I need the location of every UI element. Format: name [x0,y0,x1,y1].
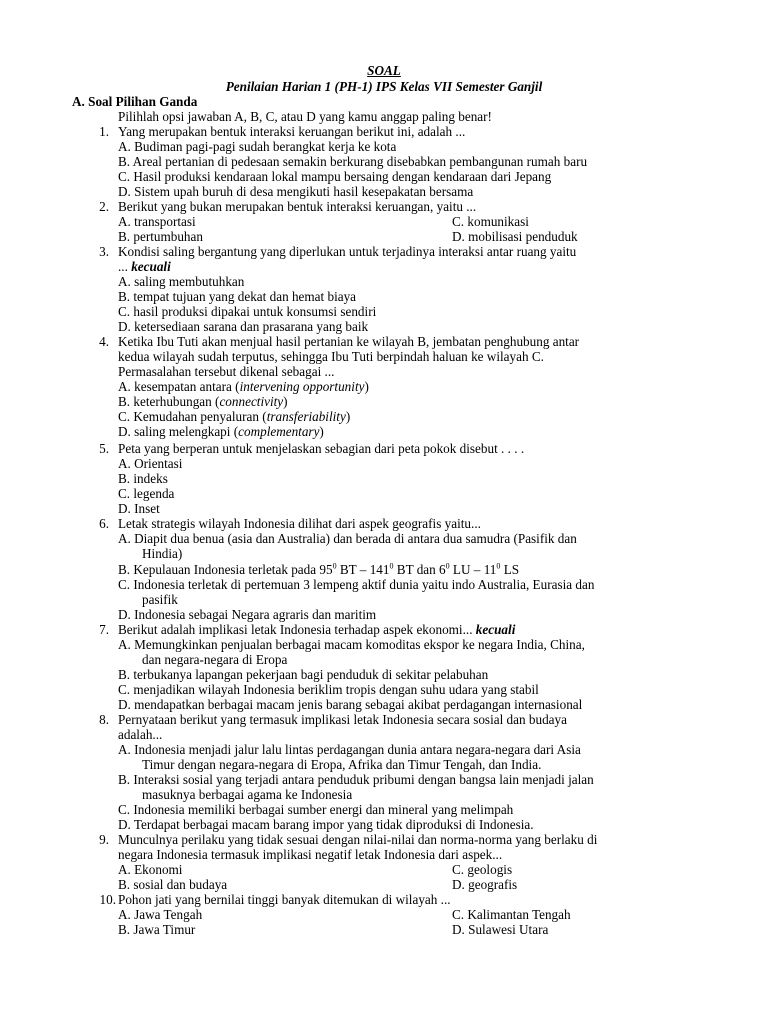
question-text: Pernyataan berikut yang termasuk implikasi letak Indonesia secara sosial dan budaya [118,712,567,727]
question-number: 10. [99,892,116,907]
question-text: Yang merupakan bentuk interaksi keruangan berikut ini, adalah ... [118,124,466,139]
option-c-cont: pasifik [142,592,178,607]
option-a: A. transportasi [118,214,196,229]
option-a: A. Budiman pagi-pagi sudah berangkat kerja ke kota [118,139,397,154]
option-d: D. Indonesia sebagai Negara agraris dan maritim [118,607,377,622]
question-number: 3. [99,244,109,259]
question-number: 7. [99,622,109,637]
question-number: 8. [99,712,109,727]
question-text: Munculnya perilaku yang tidak sesuai dengan nilai-nilai dan norma-norma yang berlaku di [118,832,598,847]
degree-mark: 0 [445,561,450,571]
paren: ) [283,394,288,409]
emphasis-kecuali: kecuali [475,622,516,637]
option-text: LS [500,562,520,577]
option-c: C. menjadikan wilayah Indonesia beriklim tropis dengan suhu udara yang stabil [118,682,539,697]
question-text-cont [118,259,171,274]
option-b: B. terbukanya lapangan pekerjaan bagi penduduk di sekitar pelabuhan [118,667,489,682]
option-term: intervening opportunity [239,379,365,394]
option-c: C. Hasil produksi kendaraan lokal mampu bersaing dengan kendaraan dari Jepang [118,169,552,184]
question-text-cont: adalah... [118,727,163,742]
option-a: A. saling membutuhkan [118,274,245,289]
option-a-cont: dan negara-negara di Eropa [142,652,288,667]
question-text: Pohon jati yang bernilai tinggi banyak ditemukan di wilayah ... [118,892,451,907]
question-number: 4. [99,334,109,349]
question-text [118,622,515,637]
question-number: 9. [99,832,109,847]
question-number: 6. [99,516,109,531]
doc-title: SOAL [367,63,401,78]
degree-mark: 0 [389,561,394,571]
emphasis-kecuali: kecuali [131,259,171,274]
option-d: D. Sulawesi Utara [452,922,549,937]
paren: ) [319,424,324,439]
option-c: C. hasil produksi dipakai untuk konsumsi sendiri [118,304,377,319]
option-a-cont: Timur dengan negara-negara di Eropa, Afrika dan Timur Tengah, dan India. [142,757,542,772]
question-number: 5. [99,441,109,456]
option-b: B. Interaksi sosial yang terjadi antara penduduk pribumi dengan bangsa lain menjadi jalan [118,772,594,787]
option-c: C. geologis [452,862,513,877]
option-term: connectivity [219,394,284,409]
option-a: A. Jawa Tengah [118,907,203,922]
question-text-cont: Permasalahan tersebut dikenal sebagai ... [118,364,335,379]
option-term: complementary [238,424,320,439]
option-d: D. mobilisasi penduduk [452,229,578,244]
degree-mark: 0 [332,561,337,571]
option-c: C. komunikasi [452,214,529,229]
option-c: C. Indonesia terletak di pertemuan 3 lempeng aktif dunia yaitu indo Australia, Eurasia dan [118,577,595,592]
degree-mark: 0 [496,561,501,571]
option-term: transferiability [266,409,346,424]
question-number: 1. [99,124,109,139]
option-c [118,409,350,424]
option-a [118,379,369,394]
option-b [118,562,519,577]
question-text: Letak strategis wilayah Indonesia dilihat dari aspek geografis yaitu... [118,516,481,531]
option-text: B. Kepulauan Indonesia terletak pada 95 [118,562,333,577]
question-text: Kondisi saling bergantung yang diperlukan untuk terjadinya interaksi antar ruang yaitu [118,244,577,259]
option-text: C. Kemudahan penyaluran ( [118,409,267,424]
question-text-cont: kedua wilayah sudah terputus, sehingga Ibu Tuti berpindah haluan ke wilayah C. [118,349,544,364]
question-number: 2. [99,199,109,214]
option-a: A. Indonesia menjadi jalur lalu lintas perdagangan dunia antara negara-negara dari Asia [118,742,581,757]
option-b: B. pertumbuhan [118,229,203,244]
option-text: BT dan 6 [393,562,446,577]
option-b-cont: masuknya berbagai agama ke Indonesia [142,787,353,802]
option-text: B. keterhubungan ( [118,394,220,409]
option-text: D. saling melengkapi ( [118,424,239,439]
option-text: BT – 141 [336,562,390,577]
option-b: B. sosial dan budaya [118,877,228,892]
question-text-cont: negara Indonesia termasuk implikasi negatif letak Indonesia dari aspek... [118,847,503,862]
option-a: A. Memungkinkan penjualan berbagai macam komoditas ekspor ke negara India, China, [118,637,585,652]
option-text: A. kesempatan antara ( [118,379,240,394]
option-a: A. Orientasi [118,456,183,471]
option-b: B. tempat tujuan yang dekat dan hemat biaya [118,289,357,304]
paren: ) [345,409,351,424]
option-d: D. geografis [452,877,518,892]
option-c: C. Indonesia memiliki berbagai sumber energi dan mineral yang melimpah [118,802,514,817]
option-b: B. Jawa Timur [118,922,196,937]
option-d: D. ketersediaan sarana dan prasarana yang baik [118,319,369,334]
question-text-main: Berikut adalah implikasi letak Indonesia terhadap aspek ekonomi... [118,622,476,637]
question-text: Peta yang berperan untuk menjelaskan sebagian dari peta pokok disebut . . . . [118,441,525,456]
option-b [118,394,288,409]
ellipsis-text: ... [118,259,132,274]
option-c: C. Kalimantan Tengah [452,907,571,922]
option-c: C. legenda [118,486,175,501]
option-a-cont: Hindia) [142,546,183,561]
option-a: A. Ekonomi [118,862,183,877]
option-a: A. Diapit dua benua (asia dan Australia) dan berada di antara dua samudra (Pasifik dan [118,531,577,546]
option-text: LU – 11 [449,562,497,577]
option-b: B. indeks [118,471,168,486]
option-d: D. Sistem upah buruh di desa mengikuti hasil kesepakatan bersama [118,184,474,199]
option-b: B. Areal pertanian di pedesaan semakin berkurang disebabkan pembangunan rumah baru [118,154,588,169]
doc-subtitle: Penilaian Harian 1 (PH-1) IPS Kelas VII Semester Ganjil [225,79,543,94]
option-d: D. Terdapat berbagai macam barang impor yang tidak diproduksi di Indonesia. [118,817,534,832]
question-text: Berikut yang bukan merupakan bentuk interaksi keruangan, yaitu ... [118,199,477,214]
paren: ) [364,379,369,394]
question-text: Ketika Ibu Tuti akan menjual hasil pertanian ke wilayah B, jembatan penghubung antar [118,334,580,349]
option-d: D. Inset [118,501,160,516]
section-label: A. Soal Pilihan Ganda [72,94,198,109]
option-d [118,424,324,439]
instruction-text: Pilihlah opsi jawaban A, B, C, atau D yang kamu anggap paling benar! [118,109,492,124]
option-d: D. mendapatkan berbagai macam jenis barang sebagai akibat perdagangan internasional [118,697,583,712]
